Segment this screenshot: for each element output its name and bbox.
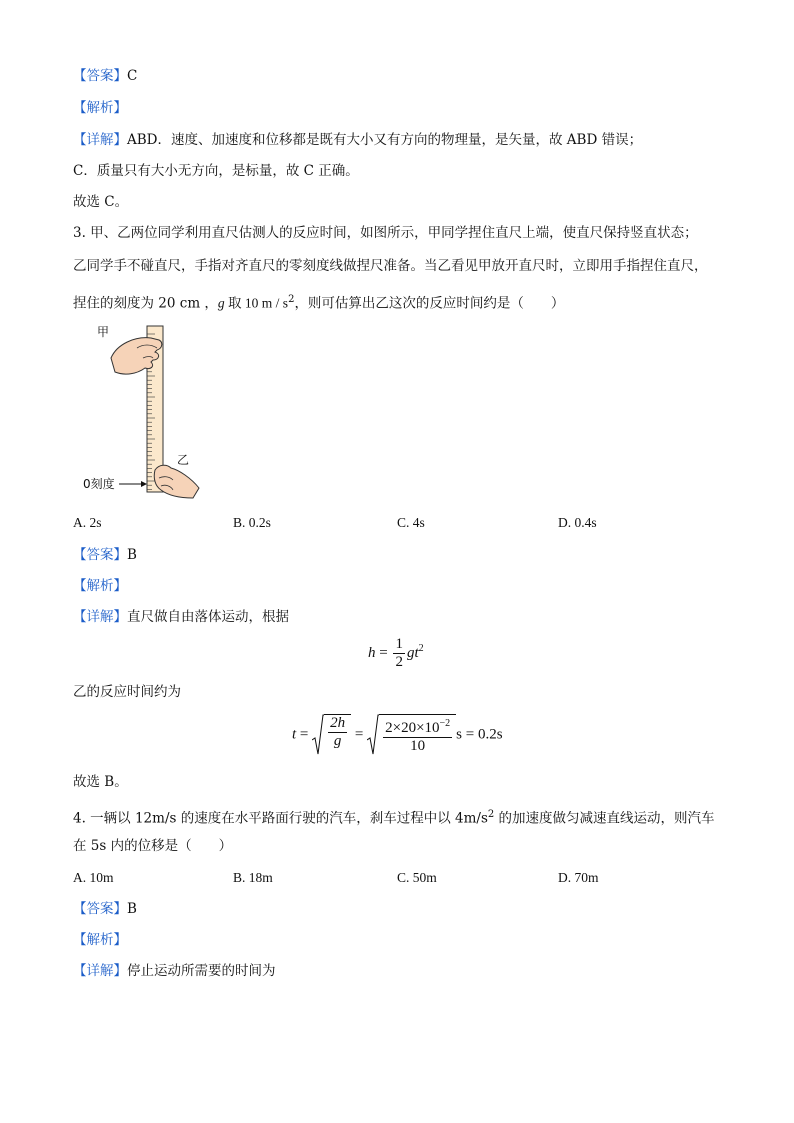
- equals: =: [379, 644, 388, 661]
- q4-detail-line: [73, 961, 276, 981]
- answer-value: B: [127, 901, 137, 917]
- q2-answer-line: [73, 66, 137, 86]
- symbol-gt: gt: [406, 644, 419, 661]
- q4-stem-line1: [73, 805, 715, 829]
- label-zero: 0刻度: [83, 477, 115, 491]
- q4-option-d: D. 70m: [558, 870, 599, 885]
- fraction-numerator: 1: [395, 636, 403, 652]
- q3-reaction-text: 乙的反应时间约为: [73, 684, 181, 700]
- q4-analysis-tag: 【解析】: [73, 932, 127, 948]
- q4-answer-line: [73, 899, 137, 919]
- symbol-h: h: [368, 644, 376, 661]
- stem-part: ，则可估算出乙这次的反应时间约是（ ）: [294, 295, 565, 312]
- q4-option-c: C. 50m: [397, 870, 437, 885]
- fraction-half: [393, 636, 405, 671]
- detail-text: ABD．速度、加速度和位移都是既有大小又有方向的物理量，是矢量，故 ABD 错误；: [127, 132, 643, 148]
- detail-tag: 【详解】: [73, 132, 127, 148]
- q4-option-a: A. 10m: [73, 870, 114, 885]
- detail-text: 直尺做自由落体运动，根据: [127, 609, 289, 625]
- q3-option-c: C. 4s: [397, 515, 425, 530]
- fraction-denominator: 2: [395, 654, 403, 670]
- sqrt-expression-2: [367, 714, 456, 756]
- zero-arrow-head: [141, 481, 147, 487]
- superscript: 2: [487, 809, 495, 820]
- detail-tag: 【详解】: [73, 963, 127, 979]
- detail-tag: 【详解】: [73, 609, 127, 625]
- q2-analysis-tag: 【解析】: [73, 100, 127, 116]
- stem-part: 取 10 m / s: [224, 295, 289, 311]
- sqrt-icon: [367, 714, 379, 756]
- hand-yi-icon: [154, 465, 199, 498]
- answer-tag: 【答案】: [73, 547, 127, 563]
- numerator-text: 2×20×10: [385, 720, 440, 736]
- fraction-numeric: [383, 715, 452, 755]
- q4-stem-line2: 在 5s 内的位移是（ ）: [73, 838, 233, 854]
- q3-answer-line: [73, 545, 137, 565]
- stem-part: 4. 一辆以 12m/s 的速度在水平路面行驶的汽车，刹车过程中以 4m/s: [73, 810, 488, 827]
- fraction-numerator: 2h: [330, 715, 346, 731]
- q3-stem-line3: [73, 290, 564, 314]
- fraction-denominator: g: [333, 733, 342, 749]
- fraction-numerator: [383, 715, 452, 738]
- formula-reaction-time: [292, 714, 503, 756]
- sqrt-body: [379, 714, 456, 756]
- formula-free-fall: [368, 636, 424, 671]
- stem-part: 捏住的刻度为 20 cm ，: [73, 295, 218, 312]
- unit-s: s: [456, 726, 463, 743]
- superscript: 2: [288, 294, 295, 305]
- q2-detail-line2: C．质量只有大小无方向，是标量，故 C 正确。: [73, 163, 359, 179]
- q3-stem-line1: 3. 甲、乙两位同学利用直尺估测人的反应时间，如图所示，甲同学捏住直尺上端，使直尺保持竖直状态；: [73, 225, 698, 241]
- sqrt-icon: [312, 714, 324, 756]
- answer-tag: 【答案】: [73, 901, 127, 917]
- symbol-t: t: [292, 726, 297, 743]
- q3-analysis-tag: 【解析】: [73, 578, 127, 594]
- equals: =: [354, 726, 364, 743]
- fraction-2h-g: [328, 715, 347, 750]
- q3-option-a: A. 2s: [73, 515, 102, 530]
- q3-conclusion: 故选 B。: [73, 774, 128, 790]
- superscript: −2: [439, 718, 451, 729]
- q3-detail-line: [73, 607, 289, 627]
- q3-option-d: D. 0.4s: [558, 515, 597, 530]
- answer-tag: 【答案】: [73, 68, 127, 84]
- q2-conclusion: 故选 C。: [73, 194, 129, 210]
- ruler-figure: [75, 318, 215, 500]
- answer-value: C: [127, 68, 138, 84]
- sqrt-expression-1: [312, 714, 351, 756]
- sqrt-body: [324, 714, 351, 756]
- detail-text: 停止运动所需要的时间为: [127, 963, 276, 979]
- superscript: 2: [418, 642, 424, 654]
- q3-stem-line2: 乙同学手不碰直尺，手指对齐直尺的零刻度线做捏尺准备。当乙看见甲放开直尺时，立即用手指捏住直尺，: [73, 258, 708, 274]
- symbol-g: g: [217, 295, 225, 311]
- label-yi: 乙: [177, 453, 190, 467]
- answer-value: B: [127, 547, 137, 563]
- fraction-denominator: 10: [410, 738, 426, 754]
- equals: =: [299, 726, 309, 743]
- result-value: = 0.2s: [465, 726, 503, 743]
- q2-detail-line1: [73, 130, 642, 150]
- label-jia: 甲: [97, 325, 110, 339]
- q4-option-b: B. 18m: [233, 870, 273, 885]
- stem-part: 的加速度做匀减速直线运动，则汽车: [494, 810, 715, 827]
- q3-option-b: B. 0.2s: [233, 515, 271, 530]
